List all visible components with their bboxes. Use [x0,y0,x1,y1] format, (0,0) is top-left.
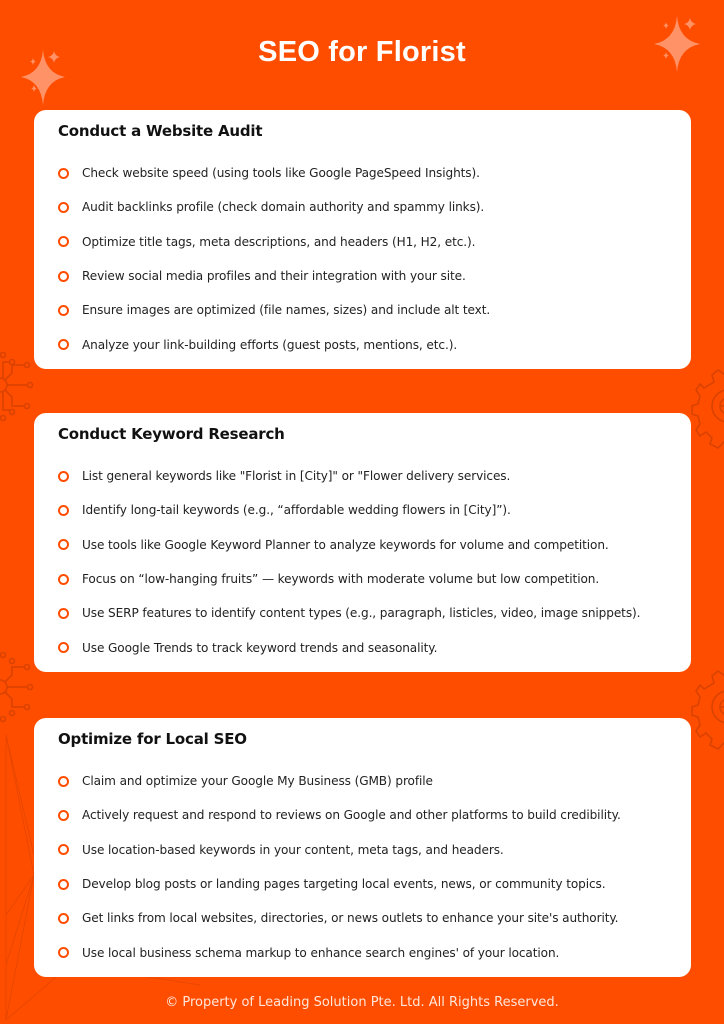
circle-bullet-icon [58,539,69,550]
section-title: Conduct Keyword Research [58,425,285,443]
list-item: Analyze your link-building efforts (guest posts, mentions, etc.). [34,327,691,361]
circuit-icon [0,340,34,430]
list-item: Use local business schema markup to enhance search engines' of your location. [34,935,691,969]
section-title: Optimize for Local SEO [58,730,247,748]
list-item: Ensure images are optimized (file names, sizes) and include alt text. [34,293,691,327]
circle-bullet-icon [58,305,69,316]
section-card-website-audit [34,110,691,369]
section-title: Conduct a Website Audit [58,122,263,140]
gear-icon [690,665,724,755]
circle-bullet-icon [58,505,69,516]
circle-bullet-icon [58,947,69,958]
circle-bullet-icon [58,879,69,890]
list-item: Check website speed (using tools like Google PageSpeed Insights). [34,156,691,190]
checklist [34,156,691,362]
circle-bullet-icon [58,271,69,282]
list-item: Use tools like Google Keyword Planner to analyze keywords for volume and competition. [34,528,691,562]
circle-bullet-icon [58,810,69,821]
circle-bullet-icon [58,339,69,350]
page-title: SEO for Florist [258,36,466,68]
checklist [34,459,691,665]
list-item: Actively request and respond to reviews on Google and other platforms to build credibility. [34,798,691,832]
list-item: Develop blog posts or landing pages targeting local events, news, or community topics. [34,867,691,901]
circle-bullet-icon [58,608,69,619]
checklist [34,764,691,970]
list-item: Use Google Trends to track keyword trends and seasonality. [34,630,691,664]
circle-bullet-icon [58,574,69,585]
list-item: Claim and optimize your Google My Business (GMB) profile [34,764,691,798]
list-item: Review social media profiles and their integration with your site. [34,259,691,293]
list-item: List general keywords like "Florist in [City]" or "Flower delivery services. [34,459,691,493]
circle-bullet-icon [58,913,69,924]
copyright-footer: © Property of Leading Solution Pte. Ltd. All Rights Reserved. [165,995,559,1010]
list-item: Get links from local websites, directories, or news outlets to enhance your site's authority. [34,901,691,935]
circle-bullet-icon [58,642,69,653]
list-item: Optimize title tags, meta descriptions, and headers (H1, H2, etc.). [34,225,691,259]
list-item: Use SERP features to identify content types (e.g., paragraph, listicles, video, image snippets). [34,596,691,630]
list-item: Identify long-tail keywords (e.g., “affordable wedding flowers in [City]”). [34,493,691,527]
circle-bullet-icon [58,168,69,179]
circle-bullet-icon [58,776,69,787]
list-item: Use location-based keywords in your content, meta tags, and headers. [34,833,691,867]
section-card-keyword-research [34,413,691,672]
list-item: Focus on “low-hanging fruits” — keywords with moderate volume but low competition. [34,562,691,596]
section-card-local-seo [34,718,691,977]
circle-bullet-icon [58,202,69,213]
circle-bullet-icon [58,471,69,482]
list-item: Audit backlinks profile (check domain authority and spammy links). [34,190,691,224]
gear-icon [690,360,724,450]
circle-bullet-icon [58,844,69,855]
circle-bullet-icon [58,236,69,247]
circuit-icon [0,645,34,730]
